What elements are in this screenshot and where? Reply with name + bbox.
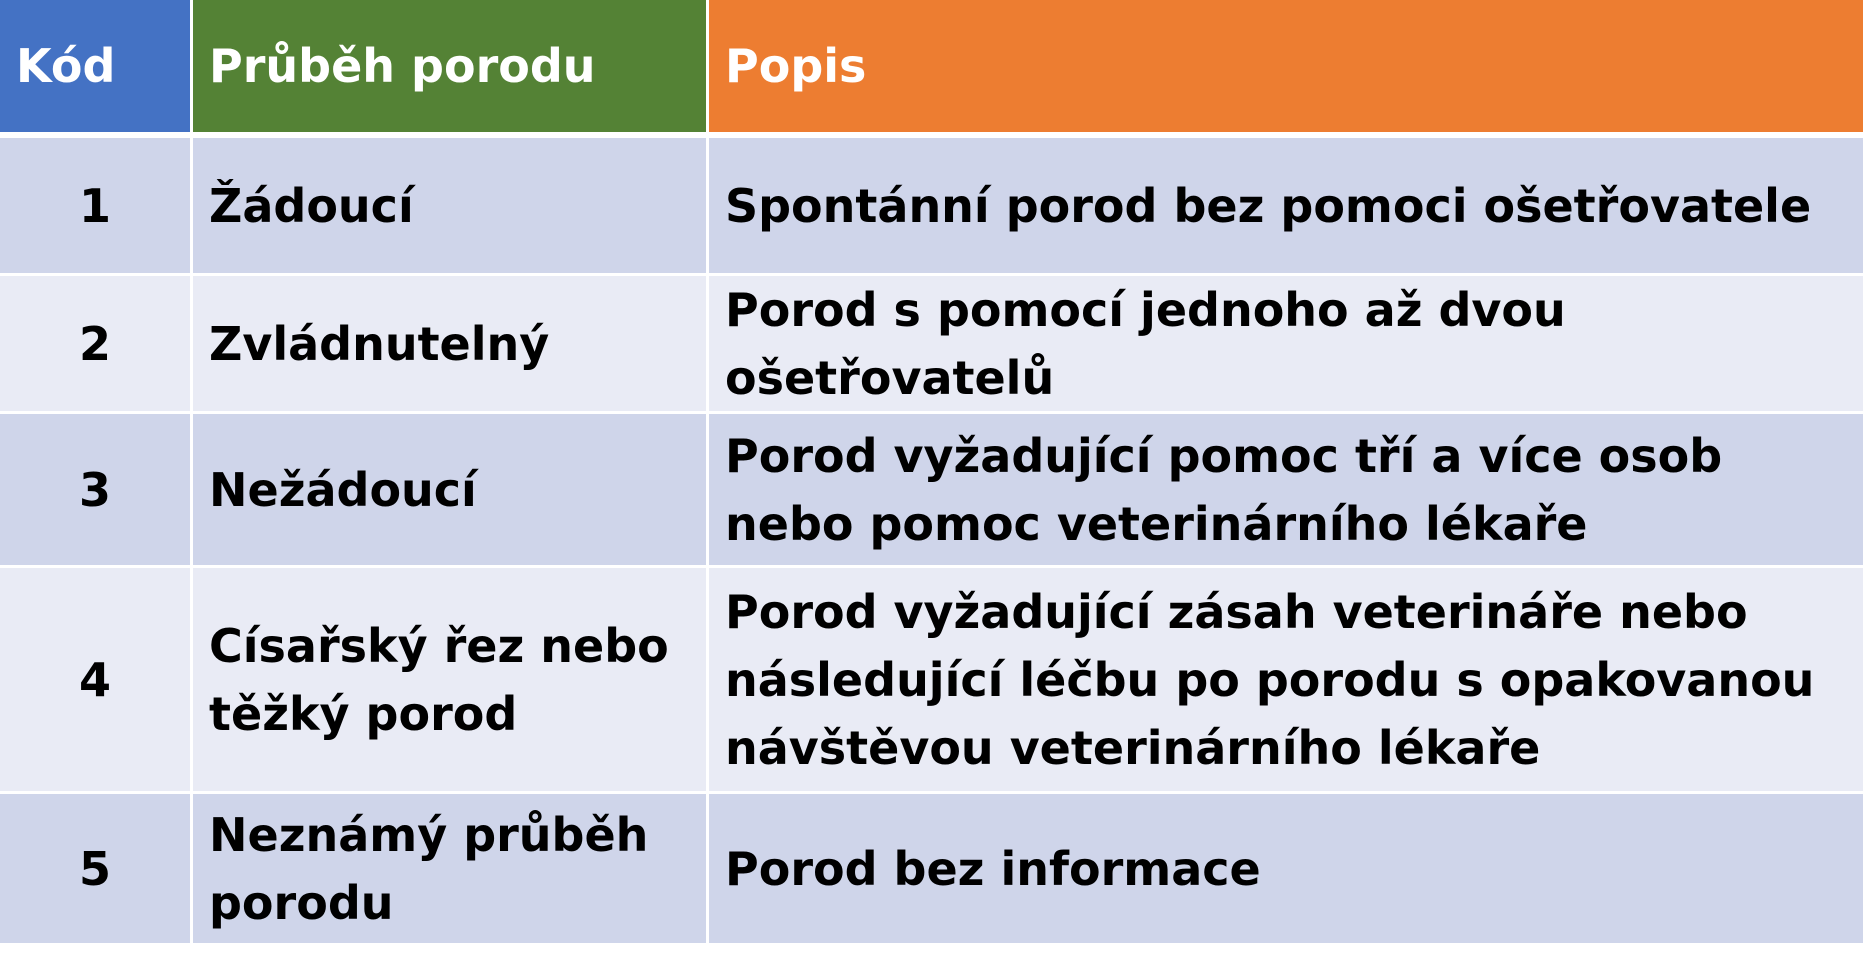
table-cell: Porod bez informace: [725, 841, 1261, 896]
table-cell: Žádoucí: [209, 178, 414, 233]
table-cell: Nežádoucí: [209, 462, 477, 517]
header-description-label: Popis: [725, 39, 867, 93]
table-cell: Zvládnutelný: [209, 316, 550, 371]
row-2-description: [709, 276, 1863, 414]
table-cell: Porod vyžadující zásah veterináře nebo následující léčbu po porodu s opakovanou návštěvou veterinárního lékaře: [725, 584, 1815, 775]
row-2-code: [0, 276, 193, 414]
table-cell: 3: [78, 462, 111, 517]
row-1-code: [0, 138, 193, 276]
header-description: [709, 0, 1863, 138]
table-cell: 1: [78, 178, 111, 233]
row-3-course: [193, 414, 709, 568]
row-4-course: [193, 568, 709, 794]
row-4-code: [0, 568, 193, 794]
row-5-description: [709, 794, 1863, 946]
row-5-course: [193, 794, 709, 946]
header-birth-course-label: Průběh porodu: [209, 39, 596, 93]
header-code-label: Kód: [16, 39, 116, 93]
header-code: [0, 0, 193, 138]
table-cell: Císařský řez nebo těžký porod: [209, 618, 669, 741]
row-3-description: [709, 414, 1863, 568]
table-cell: Spontánní porod bez pomoci ošetřovatele: [725, 178, 1812, 233]
table-cell: 5: [78, 841, 111, 896]
header-birth-course: [193, 0, 709, 138]
table-cell: Neznámý průběh porodu: [209, 807, 649, 930]
table-cell: 4: [78, 652, 111, 707]
row-2-course: [193, 276, 709, 414]
row-1-course: [193, 138, 709, 276]
table-cell: 2: [78, 316, 111, 371]
row-3-code: [0, 414, 193, 568]
table-cell: Porod vyžadující pomoc tří a více osob nebo pomoc veterinárního lékaře: [725, 428, 1723, 551]
table-cell: Porod s pomocí jednoho až dvou ošetřovatelů: [725, 282, 1566, 405]
row-1-description: [709, 138, 1863, 276]
row-5-code: [0, 794, 193, 946]
row-4-description: [709, 568, 1863, 794]
